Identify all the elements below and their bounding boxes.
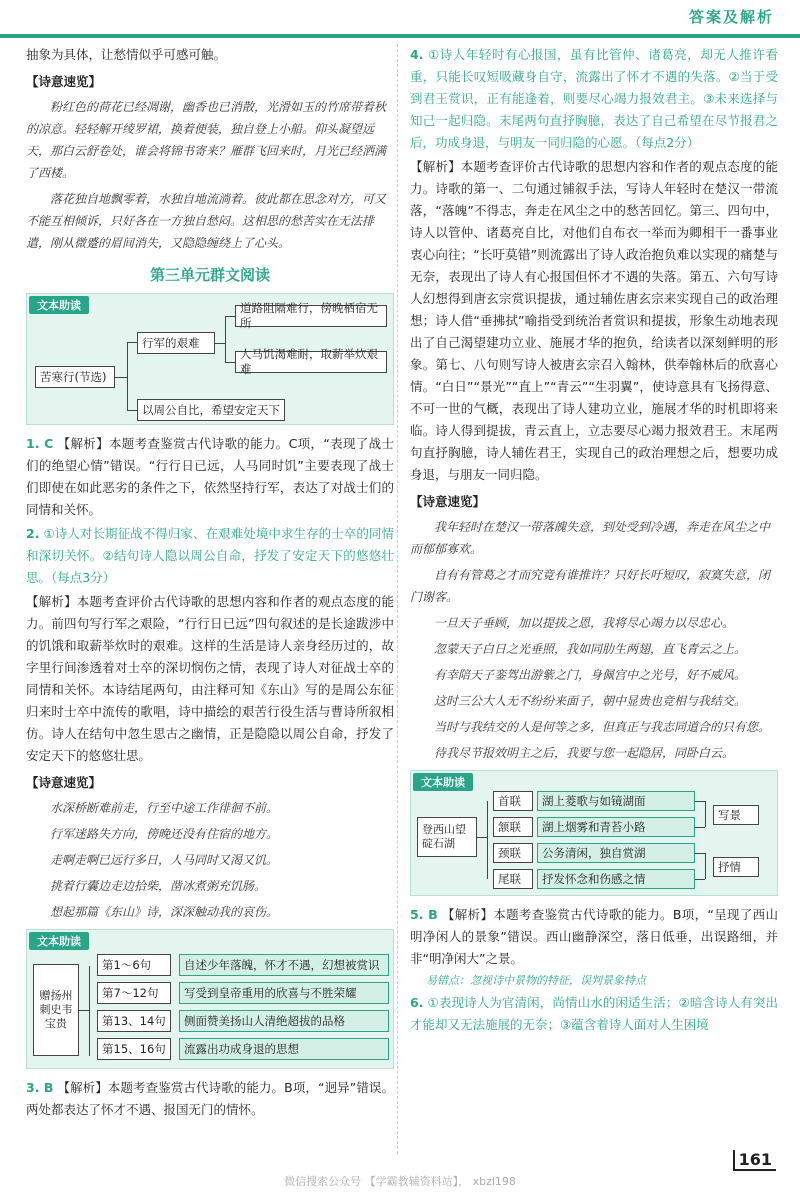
diagram3-right1: 写景 xyxy=(713,805,759,825)
diagram2-r4b: 流露出功成身退的思想 xyxy=(179,1038,389,1060)
column-divider xyxy=(397,44,398,1154)
diagram3-r2a: 颔联 xyxy=(493,817,533,837)
diagram-mid: 行军的艰难 xyxy=(137,332,215,354)
poem3-line-5: 有幸陪天子銮驾出游紫之门，身佩宫中之光号，好不威风。 xyxy=(434,668,747,682)
diagram2-root: 赠扬州刺史韦宝贵 xyxy=(33,964,79,1056)
diagram3-r3a: 颈联 xyxy=(493,843,533,863)
diagram-zengyang xyxy=(26,929,394,1069)
diagram3-r4b: 抒发怀念和伤感之情 xyxy=(537,869,695,889)
q1-num: 1. C xyxy=(26,436,54,451)
footer-watermark: 微信搜索公众号 【学霸教辅资料站】， xbzl198 xyxy=(284,1175,516,1188)
q2-analysis: 【解析】本题考查评价古代诗歌的思想内容和作者的观点态度的能力。前四句写行军之艰险，“行行日已远”四句叙述的是长途跋涉中的饥饿和取薪举炊时的艰难。这样的生活是诗人亲身经历过的，故字里行间渗透着对士卒的深切悯伤之情，表现了诗人对征战士卒的同情和关怀。本诗结尾两句，由注释可知《东山》写的是周公东征归来时士卒中流传的歌唱，诗中描绘的艰苦行役生活与曹诗所叙相仿。诗人在结句中忽生思古之幽情，正是隐隐以周公自命，抒发了安定天下的悠悠壮思。 xyxy=(26,594,394,763)
poem1-para-1: 粉红色的荷花已经凋谢，幽香也已消散，光滑如玉的竹席带着秋的凉意。轻轻解开绫罗裙，换着便装，独自登上小船。仰头凝望远天，那白云舒卷处，谁会将锦书寄来？雁群飞回来时，月光已经洒满了西楼。 xyxy=(26,100,387,180)
page-header-title: 答案及解析 xyxy=(688,8,774,26)
diagram3-right2: 抒情 xyxy=(713,857,759,877)
diagram-xishan xyxy=(410,770,778,896)
left-column xyxy=(26,44,394,1123)
q2-answer xyxy=(26,523,394,589)
q3 xyxy=(26,1077,394,1121)
header-rule xyxy=(0,34,800,38)
poem2-line-5: 想起那篇《东山》诗，深深触动我的哀伤。 xyxy=(50,905,279,919)
poem2-line-3: 走啊走啊已远行多日，人马同时又渴又饥。 xyxy=(50,853,279,867)
diagram2-r2a: 第7～12句 xyxy=(97,982,171,1004)
diagram3-r4a: 尾联 xyxy=(493,869,533,889)
diagram-leaf-1: 道路阻隔难行，傍晚栖宿无所 xyxy=(235,305,387,327)
diagram2-r1b: 自述少年落魄，怀才不遇，幻想被赏识 xyxy=(179,954,389,976)
unit-title: 第三单元群文阅读 xyxy=(149,266,270,284)
q1-text: 【解析】本题考查鉴赏古代诗歌的能力。C项，“表现了战士们的绝望心情”错误。“行行日已远，人马同时饥”主要表现了战士们即使在如此恶劣的条件之下，依然坚持行军，表达了对战士们的同情和关怀。 xyxy=(26,436,394,517)
diagram2-r4a: 第15、16句 xyxy=(97,1038,171,1060)
poem3-line-2: 自有有管葛之才而究竟有谁推许？只好长吁短叹，寂寞失意，闭门谢客。 xyxy=(410,568,771,604)
poem1-title: 【诗意速览】 xyxy=(26,74,102,89)
diagram2-r2b: 写受到皇帝重用的欣喜与不胜荣耀 xyxy=(179,982,389,1004)
diagram2-r3b: 侧面赞美扬山人清绝超拔的品格 xyxy=(179,1010,389,1032)
diagram-kuhanxing xyxy=(26,293,394,425)
diagram2-r3a: 第13、14句 xyxy=(97,1010,171,1032)
q4-answer: ①诗人年轻时有心报国，虽有比管仲、诸葛亮，却无人推许看重，只能长叹短吸藏身自守，流露出了怀才不遇的失落。②当于受到君王赏识，正有能逢着，则要尽心竭力报效君主。③未来选择与知己一起归隐。末尾两句直抒胸臆，表达了自己希望在尽节报君之后，功成身退，与明友一同归隐的心愿。（每点2分） xyxy=(410,47,778,150)
q1 xyxy=(26,433,394,521)
q6-num: 6. xyxy=(410,995,424,1010)
q3-text: 【解析】本题考查鉴赏古代诗歌的能力。B项，“迥异”错误。两处都表达了怀才不遇、报国无门的情怀。 xyxy=(26,1080,395,1117)
poem3-line-3: 一旦天子垂顾，加以提拔之恩，我将尽心竭力以尽忠心。 xyxy=(434,616,735,630)
poem3-line-4: 忽蒙天子白日之光垂照，我如同肋生两翅，直飞青云之上。 xyxy=(434,642,747,656)
poem1-para-2: 落花独自地飘零着，水独自地流淌着。彼此都在思念对方，可又不能互相倾诉，只好各在一方独自愁闷。这相思的愁苦实在无法排遣，刚从微蹙的眉间消失，又隐隐缠绕上了心头。 xyxy=(26,192,387,250)
diagram3-r3b: 公务清闲，独自赏湖 xyxy=(537,843,695,863)
poem3-line-6: 这时三公大人无不纷纷来面子，朝中显贵也竞相与我结交。 xyxy=(434,694,747,708)
q2-num: 2. xyxy=(26,526,40,541)
diagram-tag: 文本助读 xyxy=(29,296,89,314)
page-number: 161 xyxy=(733,1150,776,1171)
diagram3-tag: 文本助读 xyxy=(413,773,473,791)
poem2-line-1: 水深桥断难前走，行至中途工作徘徊不前。 xyxy=(50,801,279,815)
poem3-line-8: 待我尽节报效明主之后，我要与您一起隐居，同卧白云。 xyxy=(434,746,735,760)
diagram3-r1b: 湖上菱歌与如镜湖面 xyxy=(537,791,695,811)
diagram3-r1a: 首联 xyxy=(493,791,533,811)
q4-analysis: 【解析】本题考查评价古代诗歌的思想内容和作者的观点态度的能力。诗歌的第一、二句通过铺叙手法，写诗人年轻时在楚汉一带流落，“落魄”不得志，奔走在风尘之中的愁苦回忆。第三、四句中，诗人以管仲、诸葛亮自比，对他们自布衣一举而为卿相干一番事业衷心向往；“长吁莫错”则流露出了诗人政治抱负难以实现的痛楚与无奈，表现出了诗人有心报国但怀才不遇的失落。第五、六句写诗人幻想得到唐玄宗赏识提拔，通过辅佐唐玄宗来实现自己的政治理想；诗人借“垂拂拭”喻指受到统治者赏识和提拔，形象生动地表现出了自己渴望建功立业、施展才华的抱负，给读者以深刻鲜明的形象。第七、八句则写诗人被唐玄宗召入翰林，供奉翰林后的欣喜心情。“白日”“景光”“直上”“青云”“生羽翼”，使诗意具有飞扬得意、不可一世的气概，表现出了诗人建功立业，施展才华的时机即将来临。诗人得到提拔，青云直上，立志要尽心竭力报效君王。末尾两句直抒胸臆，诗人辅佐君王，实现自己的政治理想之后，想要功成身退，与朋友一同归隐。 xyxy=(410,159,778,482)
poem3-line-1: 我年轻时在楚汉一带落魄失意，到处受到冷遇，奔走在风尘之中而郁郁寡欢。 xyxy=(410,520,771,556)
diagram3-r2b: 湖上烟雾和青苔小路 xyxy=(537,817,695,837)
q3-num: 3. B xyxy=(26,1080,54,1095)
poem2-line-4: 挑着行囊边走边拾柴，凿冰煮粥充饥肠。 xyxy=(50,879,267,893)
poem2-title: 【诗意速览】 xyxy=(26,775,102,790)
q5-text: 【解析】本题考查鉴赏古代诗歌的能力。B项，“呈现了西山明净闲人的景象”错误。西山幽静深空，落日低垂，出误路细，并非“明净闲大”之景。 xyxy=(410,907,778,966)
diagram-root: 苦寒行(节选) xyxy=(35,366,115,388)
q5-num: 5. B xyxy=(410,907,438,922)
diagram3-root: 登西山望碇石湖 xyxy=(417,817,477,857)
intro-line: 抽象为具体，让愁情似乎可感可触。 xyxy=(26,47,227,62)
q5-note: 易错点：忽视诗中景物的特征，误判景象特点 xyxy=(426,974,646,987)
diagram-leaf-3: 以周公自比，希望安定天下 xyxy=(137,399,285,421)
poem3-line-7: 当时与我结交的人是何等之多，但真正与我志同道合的只有您。 xyxy=(434,720,771,734)
q2-answer-text: ①诗人对长期征战不得归家、在艰难处境中求生存的士卒的同情和深切关怀。②结句诗人隐以周公自命，抒发了安定天下的悠悠壮思。（每点3分） xyxy=(26,526,394,585)
q6-text: ①表现诗人为官清闲，尚情山水的闲适生活；②暗含诗人有突出才能却又无法施展的无奈；③蕴含着诗人面对人生困境 xyxy=(410,995,778,1032)
right-column xyxy=(410,44,778,1038)
diagram-leaf-2: 人马饥渴难耐，取薪举炊艰难 xyxy=(235,351,387,373)
diagram2-r1a: 第1～6句 xyxy=(97,954,171,976)
q4-num: 4. xyxy=(410,47,424,62)
diagram2-tag: 文本助读 xyxy=(29,932,89,950)
poem3-title: 【诗意速览】 xyxy=(410,494,486,509)
poem2-line-2: 行军迷路失方向，傍晚还没有住宿的地方。 xyxy=(50,827,279,841)
